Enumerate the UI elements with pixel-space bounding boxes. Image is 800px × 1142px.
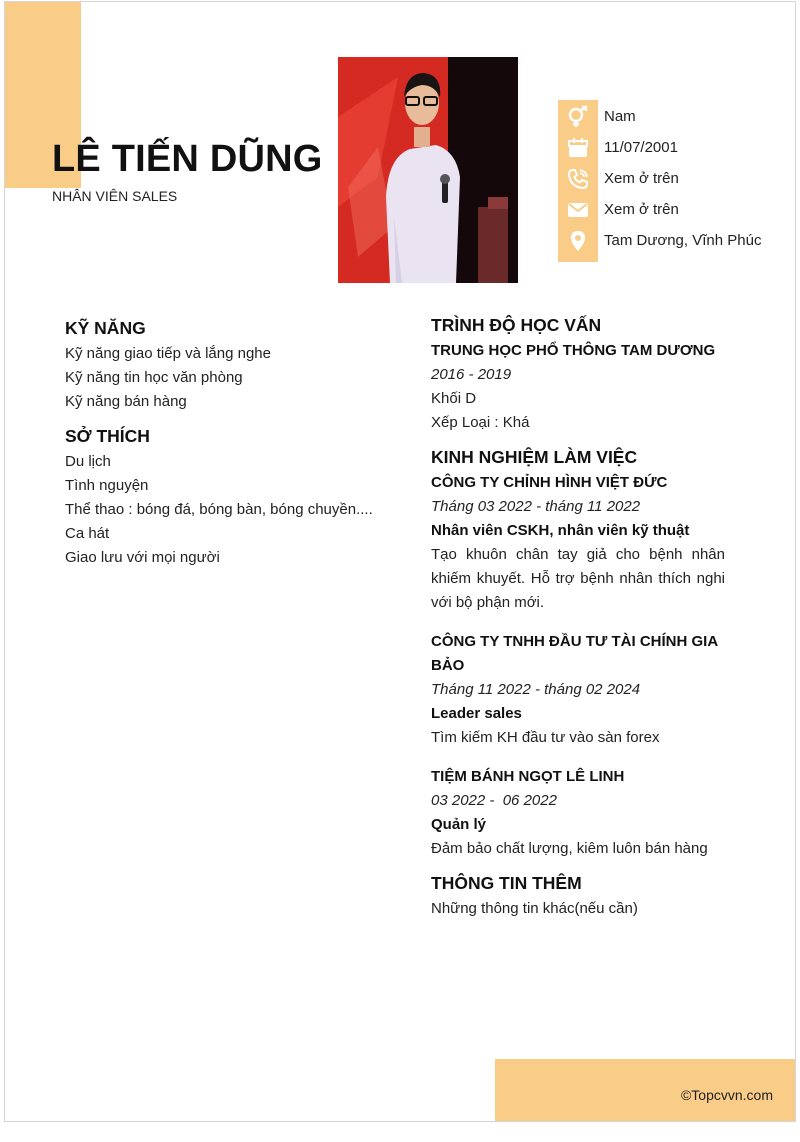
email-icon [558,194,598,225]
job-description: Tìm kiếm KH đầu tư vào sàn forex [431,729,660,746]
contact-birthday-text: 11/07/2001 [604,139,678,156]
experience-title: KINH NGHIỆM LÀM VIỆC [431,447,638,467]
contact-address [558,225,761,256]
hobby-item: Du lịch [65,453,111,470]
cv-page [4,1,796,1122]
hobby-item: Giao lưu với mọi người [65,549,220,566]
contact-address-text: Tam Dương, Vĩnh Phúc [604,232,762,249]
contact-phone-text: Xem ở trên [604,170,679,187]
right-column [431,311,725,921]
company-name: CÔNG TY TNHH ĐẦU TƯ TÀI CHÍNH GIA BẢO [431,633,718,674]
job-role: Quản lý [431,816,487,833]
additional-info-title: THÔNG TIN THÊM [431,873,582,893]
school-name: TRUNG HỌC PHỔ THÔNG TAM DƯƠNG [431,342,716,359]
job-period: Tháng 03 2022 - tháng 11 2022 [431,498,641,515]
skill-item: Kỹ năng bán hàng [65,393,187,410]
hobby-item: Tình nguyện [65,477,149,494]
job-role: Leader sales [431,705,522,722]
contact-birthday [558,132,678,163]
contact-phone[interactable] [558,163,679,194]
skill-item: Kỹ năng tin học văn phòng [65,369,243,386]
job-period: 03 2022 - 06 2022 [431,792,557,809]
hobbies-title: SỞ THÍCH [65,426,150,446]
left-column [65,314,379,570]
contact-email-text: Xem ở trên [604,201,679,218]
calendar-icon [558,132,598,163]
company-name: TIỆM BÁNH NGỌT LÊ LINH [431,768,625,785]
job-period: Tháng 11 2022 - tháng 02 2024 [431,681,641,698]
contact-gender-text: Nam [604,108,636,125]
additional-info-text: Những thông tin khác(nếu cần) [431,900,638,917]
phone-icon [558,163,598,194]
job-description: Đảm bảo chất lượng, kiêm luôn bán hàng [431,840,708,857]
gender-icon [558,101,598,132]
hobby-item: Thể thao : bóng đá, bóng bàn, bóng chuyền.... [65,501,373,518]
candidate-position: NHÂN VIÊN SALES [52,188,178,204]
profile-photo [338,57,518,283]
education-title: TRÌNH ĐỘ HỌC VẤN [431,315,602,335]
experience-entry [431,630,725,750]
skill-item: Kỹ năng giao tiếp và lắng nghe [65,345,271,362]
job-role: Nhân viên CSKH, nhân viên kỹ thuật [431,522,690,539]
company-name: CÔNG TY CHỈNH HÌNH VIỆT ĐỨC [431,474,668,491]
skills-title: KỸ NĂNG [65,318,146,338]
location-icon [558,225,598,256]
education-detail: Khối D [431,390,477,407]
footer-credit[interactable]: ©Topcvvn.com [680,1087,773,1103]
job-description: Tạo khuôn chân tay giả cho bệnh nhân khiếm khuyết. Hỗ trợ bệnh nhân thích nghi với bộ phận mới. [431,546,725,611]
education-detail: Xếp Loại : Khá [431,414,530,431]
hobby-item: Ca hát [65,525,110,542]
experience-entry [431,471,725,615]
candidate-name: LÊ TIẾN DŨNG [52,138,323,180]
education-period: 2016 - 2019 [431,366,512,383]
contact-gender [558,101,636,132]
experience-entry [431,765,725,861]
contact-email[interactable] [558,194,679,225]
